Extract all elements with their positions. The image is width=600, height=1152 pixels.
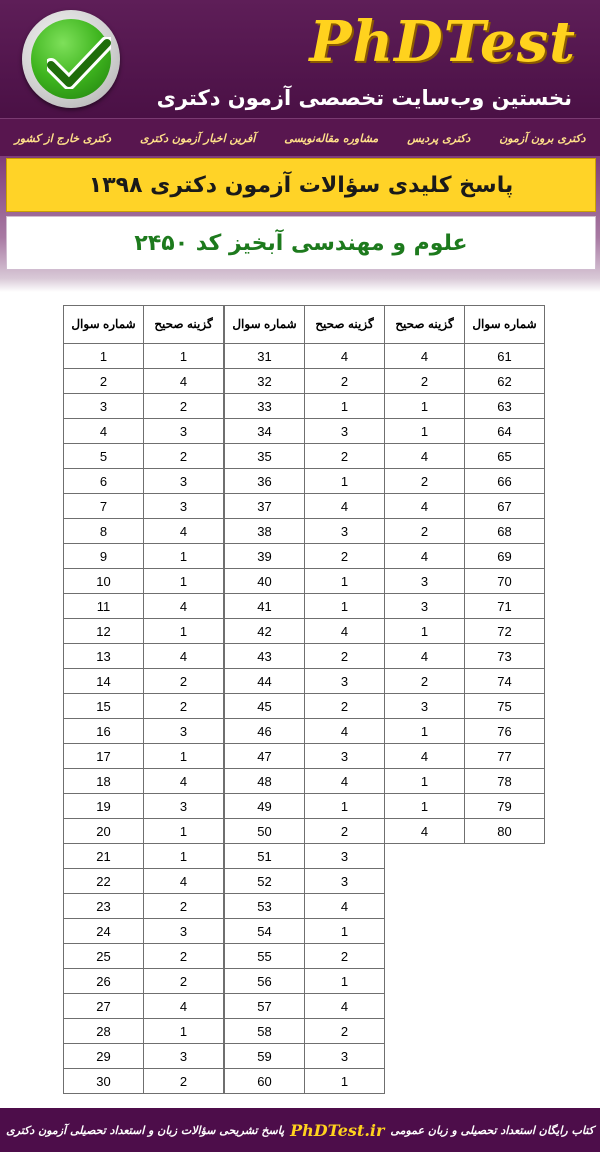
question-number-cell: 78 [465, 769, 545, 794]
answer-cell: 2 [385, 669, 465, 694]
answer-cell: 4 [385, 819, 465, 844]
table-row [385, 744, 545, 769]
question-number-cell: 66 [465, 469, 545, 494]
table-row [225, 444, 385, 469]
page-title: پاسخ کلیدی سؤالات آزمون دکتری ۱۳۹۸ [6, 158, 596, 212]
site-tagline: نخستین وب‌سایت تخصصی آزمون دکتری [156, 86, 572, 110]
table-row [225, 869, 385, 894]
table-row [64, 669, 224, 694]
answer-cell: 4 [144, 369, 224, 394]
answer-cell: 3 [144, 419, 224, 444]
answer-cell: 3 [305, 419, 385, 444]
question-number-cell: 79 [465, 794, 545, 819]
question-number-cell: 37 [225, 494, 305, 519]
question-number-cell: 38 [225, 519, 305, 544]
table-row [225, 1044, 385, 1069]
answer-cell: 1 [144, 1019, 224, 1044]
question-number-cell: 51 [225, 844, 305, 869]
answer-cell: 1 [305, 469, 385, 494]
answer-cell: 3 [305, 669, 385, 694]
table-row [225, 694, 385, 719]
answer-cell: 1 [305, 569, 385, 594]
table-row [385, 769, 545, 794]
answer-cell: 3 [144, 494, 224, 519]
question-number-cell: 19 [64, 794, 144, 819]
answer-cell: 3 [144, 794, 224, 819]
table-row [64, 469, 224, 494]
answer-cell: 2 [385, 519, 465, 544]
table-row [225, 419, 385, 444]
answer-cell: 4 [144, 519, 224, 544]
answer-cell: 1 [144, 844, 224, 869]
answer-cell: 4 [144, 869, 224, 894]
question-number-cell: 33 [225, 394, 305, 419]
answer-cell: 1 [144, 544, 224, 569]
header-question-number: شماره سوال [225, 306, 305, 344]
answer-cell: 3 [305, 744, 385, 769]
table-row [385, 369, 545, 394]
answer-cell: 3 [305, 1044, 385, 1069]
question-number-cell: 67 [465, 494, 545, 519]
question-number-cell: 50 [225, 819, 305, 844]
question-number-cell: 27 [64, 994, 144, 1019]
question-number-cell: 36 [225, 469, 305, 494]
table-row [385, 469, 545, 494]
table-row [64, 844, 224, 869]
table-row [225, 544, 385, 569]
answer-cell: 2 [305, 444, 385, 469]
table-row [385, 494, 545, 519]
answer-cell: 2 [305, 369, 385, 394]
table-row [225, 769, 385, 794]
answer-cell: 4 [305, 344, 385, 369]
table-row [385, 694, 545, 719]
question-number-cell: 39 [225, 544, 305, 569]
table-row [385, 819, 545, 844]
question-number-cell: 29 [64, 1044, 144, 1069]
question-number-cell: 28 [64, 1019, 144, 1044]
answer-cell: 4 [385, 544, 465, 569]
question-number-cell: 80 [465, 819, 545, 844]
nav-item-article-consulting[interactable]: مشاوره مقاله‌نویسی [284, 131, 379, 145]
question-number-cell: 64 [465, 419, 545, 444]
answer-cell: 2 [144, 1069, 224, 1094]
table-row [225, 844, 385, 869]
answer-cell: 2 [144, 444, 224, 469]
table-row [225, 744, 385, 769]
table-row [64, 394, 224, 419]
question-number-cell: 60 [225, 1069, 305, 1094]
table-row [225, 494, 385, 519]
table-row [64, 1044, 224, 1069]
answer-cell: 2 [144, 394, 224, 419]
answer-cell: 2 [144, 694, 224, 719]
table-row [385, 594, 545, 619]
table-row [385, 644, 545, 669]
question-number-cell: 1 [64, 344, 144, 369]
question-number-cell: 45 [225, 694, 305, 719]
question-number-cell: 44 [225, 669, 305, 694]
question-number-cell: 15 [64, 694, 144, 719]
question-number-cell: 63 [465, 394, 545, 419]
question-number-cell: 41 [225, 594, 305, 619]
answer-cell: 1 [305, 969, 385, 994]
footer-site-link[interactable]: PhDTest.ir [290, 1120, 385, 1140]
question-number-cell: 47 [225, 744, 305, 769]
question-number-cell: 71 [465, 594, 545, 619]
answer-cell: 2 [305, 944, 385, 969]
nav-item-phd-without-exam[interactable]: دکتری برون آزمون [499, 131, 586, 145]
question-number-cell: 3 [64, 394, 144, 419]
question-number-cell: 68 [465, 519, 545, 544]
nav-item-phd-campus[interactable]: دکتری پردیس [407, 131, 471, 145]
answer-cell: 4 [305, 769, 385, 794]
question-number-cell: 55 [225, 944, 305, 969]
answer-cell: 4 [305, 894, 385, 919]
question-number-cell: 73 [465, 644, 545, 669]
question-number-cell: 21 [64, 844, 144, 869]
table-row [64, 419, 224, 444]
question-number-cell: 25 [64, 944, 144, 969]
question-number-cell: 6 [64, 469, 144, 494]
answer-cell: 2 [305, 644, 385, 669]
answer-cell: 3 [144, 1044, 224, 1069]
question-number-cell: 72 [465, 619, 545, 644]
table-row [64, 769, 224, 794]
answer-cell: 1 [385, 719, 465, 744]
answer-cell: 4 [385, 444, 465, 469]
header-question-number: شماره سوال [64, 306, 144, 344]
table-row [225, 1019, 385, 1044]
question-number-cell: 62 [465, 369, 545, 394]
table-row [64, 744, 224, 769]
answer-cell: 1 [305, 794, 385, 819]
answer-cell: 2 [305, 819, 385, 844]
question-number-cell: 52 [225, 869, 305, 894]
table-row [225, 994, 385, 1019]
question-number-cell: 46 [225, 719, 305, 744]
question-number-cell: 40 [225, 569, 305, 594]
question-number-cell: 2 [64, 369, 144, 394]
table-row [64, 969, 224, 994]
table-row [225, 369, 385, 394]
table-row [225, 669, 385, 694]
question-number-cell: 57 [225, 994, 305, 1019]
table-row [64, 694, 224, 719]
table-row [225, 569, 385, 594]
answer-cell: 4 [144, 594, 224, 619]
answer-table-3 [384, 305, 545, 844]
table-row [225, 894, 385, 919]
question-number-cell: 35 [225, 444, 305, 469]
table-row [64, 1019, 224, 1044]
question-number-cell: 54 [225, 919, 305, 944]
checkmark-icon [47, 37, 111, 89]
question-number-cell: 20 [64, 819, 144, 844]
answer-cell: 4 [305, 719, 385, 744]
answer-cell: 1 [305, 1069, 385, 1094]
table-row [225, 1069, 385, 1094]
question-number-cell: 76 [465, 719, 545, 744]
answer-cell: 1 [144, 569, 224, 594]
answer-cell: 4 [305, 994, 385, 1019]
table-row [64, 344, 224, 369]
question-number-cell: 16 [64, 719, 144, 744]
answer-cell: 2 [144, 894, 224, 919]
question-number-cell: 58 [225, 1019, 305, 1044]
answer-cell: 1 [385, 769, 465, 794]
answer-cell: 1 [144, 819, 224, 844]
question-number-cell: 17 [64, 744, 144, 769]
question-number-cell: 7 [64, 494, 144, 519]
answer-cell: 4 [385, 744, 465, 769]
nav-item-phd-abroad[interactable]: دکتری خارج از کشور [14, 131, 112, 145]
table-row [64, 544, 224, 569]
question-number-cell: 18 [64, 769, 144, 794]
answer-cell: 1 [305, 919, 385, 944]
question-number-cell: 4 [64, 419, 144, 444]
table-row [385, 444, 545, 469]
question-number-cell: 43 [225, 644, 305, 669]
table-row [64, 444, 224, 469]
answer-cell: 1 [144, 619, 224, 644]
answer-cell: 4 [385, 344, 465, 369]
answer-cell: 3 [144, 919, 224, 944]
table-row [64, 494, 224, 519]
table-row [64, 1069, 224, 1094]
answer-cell: 4 [305, 494, 385, 519]
answer-cell: 4 [385, 494, 465, 519]
table-row [64, 569, 224, 594]
question-number-cell: 9 [64, 544, 144, 569]
footer-text-answers[interactable]: پاسخ تشریحی سؤالات زبان و استعداد تحصیلی آزمون دکتری [6, 1123, 285, 1137]
table-row [385, 669, 545, 694]
table-row [64, 619, 224, 644]
table-row [385, 719, 545, 744]
answer-cell: 4 [385, 644, 465, 669]
table-row [64, 369, 224, 394]
table-row [225, 919, 385, 944]
table-row [385, 569, 545, 594]
table-row [385, 419, 545, 444]
question-number-cell: 32 [225, 369, 305, 394]
answer-cell: 1 [305, 394, 385, 419]
question-number-cell: 42 [225, 619, 305, 644]
question-number-cell: 49 [225, 794, 305, 819]
question-number-cell: 24 [64, 919, 144, 944]
answer-cell: 1 [385, 794, 465, 819]
brand-logo-text[interactable]: PhDTest [309, 9, 576, 75]
table-row [225, 519, 385, 544]
table-row [385, 794, 545, 819]
answer-cell: 3 [385, 594, 465, 619]
question-number-cell: 14 [64, 669, 144, 694]
question-number-cell: 22 [64, 869, 144, 894]
table-row [225, 969, 385, 994]
footer-banner[interactable] [0, 1108, 600, 1152]
answer-cell: 4 [305, 619, 385, 644]
table-row [225, 344, 385, 369]
question-number-cell: 56 [225, 969, 305, 994]
table-row [225, 944, 385, 969]
table-row [225, 469, 385, 494]
answer-cell: 2 [385, 469, 465, 494]
table-row [64, 869, 224, 894]
question-number-cell: 5 [64, 444, 144, 469]
answer-cell: 2 [385, 369, 465, 394]
answer-table-1 [63, 305, 224, 1094]
table-row [385, 344, 545, 369]
question-number-cell: 8 [64, 519, 144, 544]
table-row [225, 794, 385, 819]
question-number-cell: 30 [64, 1069, 144, 1094]
answer-cell: 2 [144, 944, 224, 969]
table-row [385, 519, 545, 544]
answer-cell: 1 [385, 394, 465, 419]
table-row [225, 819, 385, 844]
question-number-cell: 23 [64, 894, 144, 919]
answer-cell: 3 [144, 719, 224, 744]
question-number-cell: 13 [64, 644, 144, 669]
answer-cell: 4 [144, 994, 224, 1019]
answer-table-2 [224, 305, 385, 1094]
question-number-cell: 65 [465, 444, 545, 469]
footer-text-books[interactable]: کتاب رایگان استعداد تحصیلی و زبان عمومی [390, 1123, 594, 1137]
table-row [64, 944, 224, 969]
answer-cell: 3 [305, 869, 385, 894]
site-header [0, 0, 600, 118]
answer-cell: 1 [144, 744, 224, 769]
table-row [225, 594, 385, 619]
question-number-cell: 77 [465, 744, 545, 769]
nav-item-phd-news[interactable]: آفرین اخبار آزمون دکتری [139, 131, 256, 145]
question-number-cell: 34 [225, 419, 305, 444]
answer-cell: 2 [305, 544, 385, 569]
table-row [385, 394, 545, 419]
table-row [64, 594, 224, 619]
logo-badge[interactable] [22, 10, 120, 108]
answer-cell: 2 [305, 694, 385, 719]
answer-cell: 4 [144, 769, 224, 794]
answer-cell: 1 [385, 419, 465, 444]
header-question-number: شماره سوال [465, 306, 545, 344]
table-row [225, 719, 385, 744]
question-number-cell: 10 [64, 569, 144, 594]
table-row [64, 644, 224, 669]
question-number-cell: 26 [64, 969, 144, 994]
answer-cell: 3 [385, 694, 465, 719]
answer-cell: 2 [144, 669, 224, 694]
question-number-cell: 12 [64, 619, 144, 644]
question-number-cell: 48 [225, 769, 305, 794]
answer-cell: 2 [144, 969, 224, 994]
table-row [225, 619, 385, 644]
table-row [225, 394, 385, 419]
table-row [64, 894, 224, 919]
table-row [385, 544, 545, 569]
page-subtitle: علوم و مهندسی آبخیز کد ۲۴۵۰ [6, 216, 596, 270]
question-number-cell: 61 [465, 344, 545, 369]
question-number-cell: 75 [465, 694, 545, 719]
answer-cell: 3 [305, 844, 385, 869]
question-number-cell: 74 [465, 669, 545, 694]
table-row [64, 519, 224, 544]
answer-cell: 3 [144, 469, 224, 494]
answer-cell: 2 [305, 1019, 385, 1044]
answer-cell: 4 [144, 644, 224, 669]
table-row [64, 794, 224, 819]
header-correct-answer: گزینه صحیح [385, 306, 465, 344]
table-row [385, 619, 545, 644]
question-number-cell: 59 [225, 1044, 305, 1069]
question-number-cell: 11 [64, 594, 144, 619]
header-correct-answer: گزینه صحیح [305, 306, 385, 344]
answer-cell: 1 [385, 619, 465, 644]
answer-cell: 1 [305, 594, 385, 619]
table-row [64, 919, 224, 944]
logo-inner [31, 19, 111, 99]
table-row [64, 719, 224, 744]
table-row [225, 644, 385, 669]
table-row [64, 819, 224, 844]
top-nav [0, 118, 600, 157]
header-correct-answer: گزینه صحیح [144, 306, 224, 344]
question-number-cell: 70 [465, 569, 545, 594]
question-number-cell: 53 [225, 894, 305, 919]
answer-cell: 3 [385, 569, 465, 594]
answer-cell: 3 [305, 519, 385, 544]
answer-cell: 1 [144, 344, 224, 369]
question-number-cell: 69 [465, 544, 545, 569]
question-number-cell: 31 [225, 344, 305, 369]
table-row [64, 994, 224, 1019]
